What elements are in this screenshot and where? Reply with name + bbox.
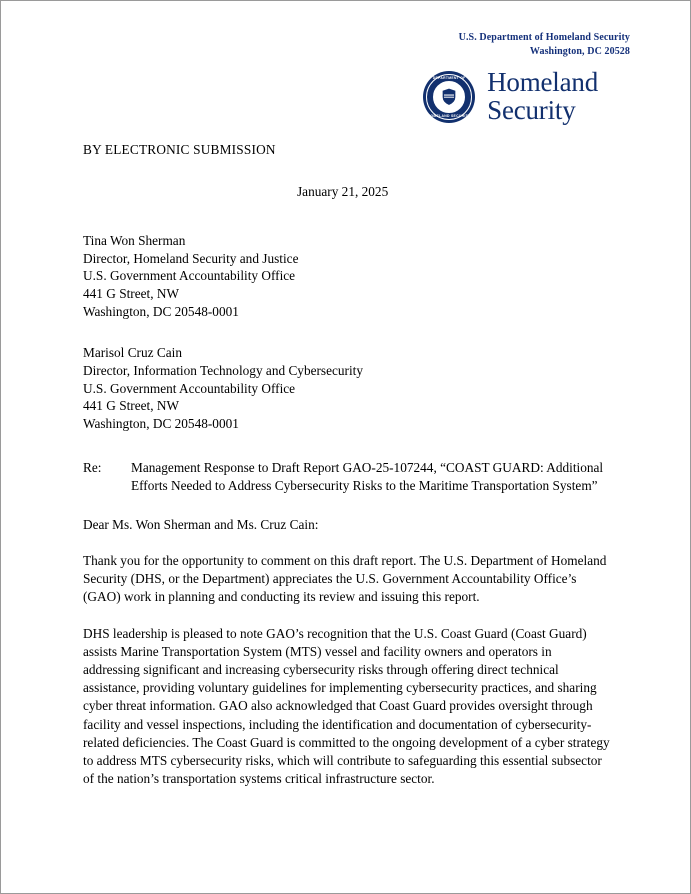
submission-line: BY ELECTRONIC SUBMISSION — [83, 142, 276, 157]
recipient-1-name: Tina Won Sherman — [83, 233, 186, 249]
eagle-shield-icon — [438, 88, 460, 106]
department-name: U.S. Department of Homeland Security — [458, 32, 630, 43]
brand-line-2: Security — [487, 94, 576, 125]
dhs-brand-lockup — [423, 69, 598, 124]
salutation: Dear Ms. Won Sherman and Ms. Cruz Cain: — [83, 517, 319, 533]
recipient-block-1 — [83, 232, 611, 320]
paragraph-2: DHS leadership is pleased to note GAO’s recognition that the U.S. Coast Guard (Coast Guard) assists Marine Transportation System (MTS) vessel and facility owners and operators in addressing significant and increasing cybersecurity risks through offering direct technical assistance, providing voluntary guidelines for implementing cybersecurity practices, and sharing cyber threat information. GAO also acknowledged that Coast Guard provides oversight through facility and vessel inspections, including the identification and documentation of cybersecurity-related deficiencies. The Coast Guard is committed to the ongoing development of a cyber strategy to address MTS cybersecurity risks, which will contribute to safeguarding this essential subsector of the nation’s transportation systems critical infrastructure sector. — [83, 625, 610, 787]
recipient-2-name: Marisol Cruz Cain — [83, 345, 182, 361]
recipient-2-title: Director, Information Technology and Cybersecurity — [83, 363, 364, 379]
recipient-2-agency: U.S. Government Accountability Office — [83, 380, 296, 396]
subject-text: Management Response to Draft Report GAO-25-107244, “COAST GUARD: Additional Efforts Needed to Address Cybersecurity Risks to the Maritime Transportation System” — [131, 459, 604, 493]
recipient-1-street: 441 G Street, NW — [83, 286, 180, 302]
brand-line-1: Homeland — [487, 67, 598, 97]
paragraph-1: Thank you for the opportunity to comment on this draft report. The U.S. Department of Homeland Security (DHS, or the Department) appreciates the U.S. Government Accountability Office’s (GAO) work in planning and conducting its review and issuing this report. — [83, 552, 607, 605]
dhs-seal-icon — [423, 71, 475, 123]
department-city: Washington, DC 20528 — [529, 45, 630, 57]
recipient-2-street: 441 G Street, NW — [83, 398, 180, 414]
recipient-1-city: Washington, DC 20548-0001 — [83, 303, 239, 319]
recipient-1-agency: U.S. Government Accountability Office — [83, 268, 296, 284]
brand-wordmark — [487, 69, 598, 124]
subject-line — [83, 459, 611, 495]
letter-date: January 21, 2025 — [297, 183, 389, 199]
seal-bottom-text: HOMELAND SECURITY — [427, 113, 471, 118]
recipient-2-city: Washington, DC 20548-0001 — [83, 416, 239, 432]
recipient-1-title: Director, Homeland Security and Justice — [83, 250, 299, 266]
department-address-block — [459, 31, 630, 58]
subject-label: Re: — [83, 459, 102, 475]
seal-top-text: DEPARTMENT OF — [432, 75, 466, 80]
recipient-block-2 — [83, 344, 611, 432]
letter-body — [83, 141, 611, 788]
